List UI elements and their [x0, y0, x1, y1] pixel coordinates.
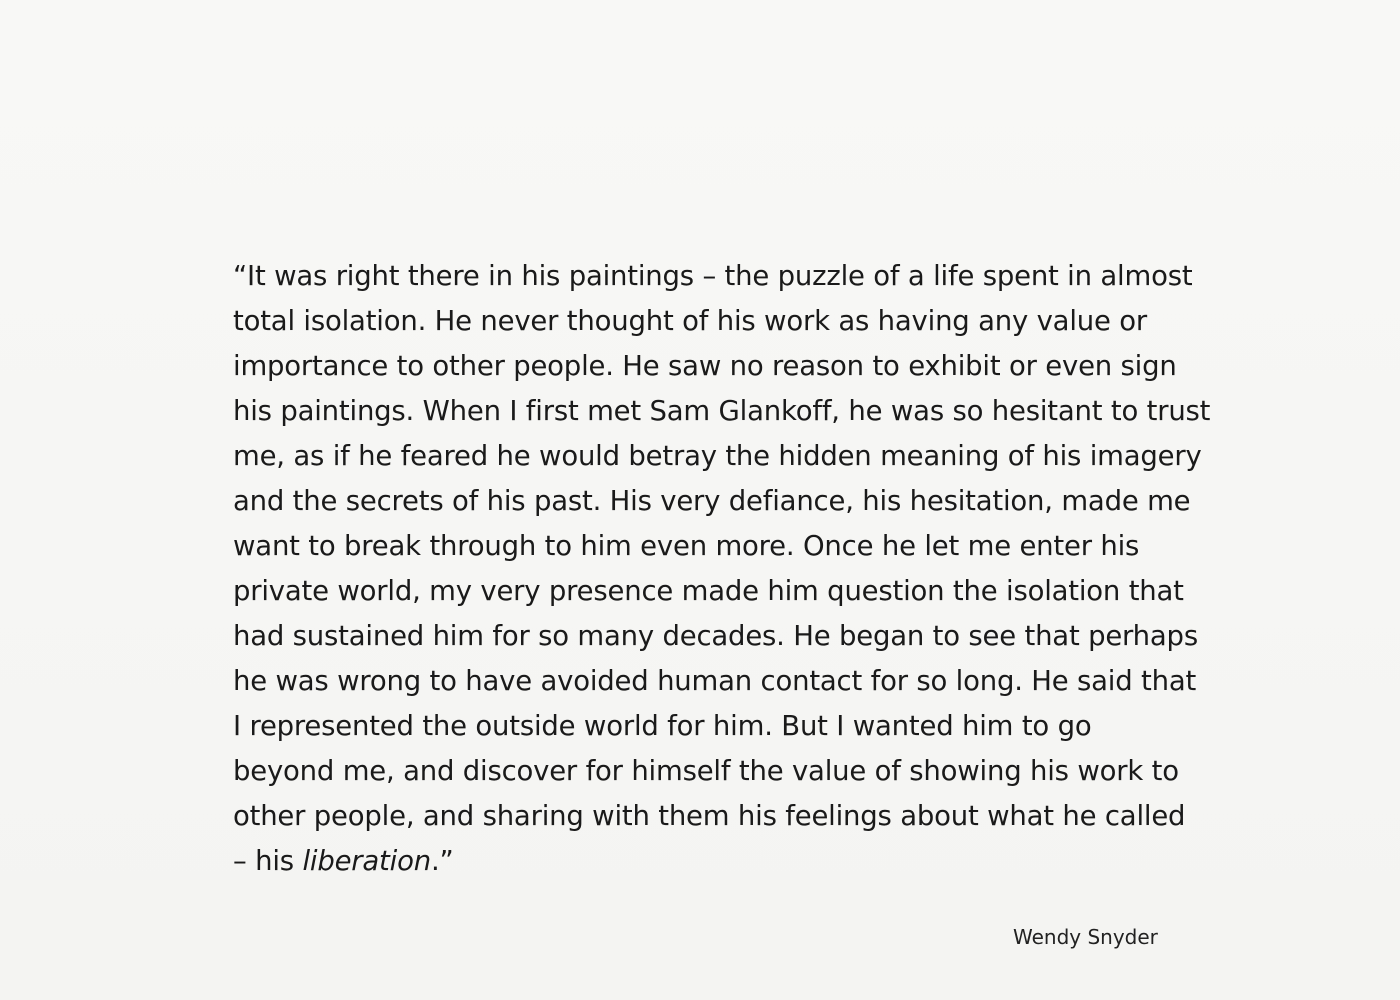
quote-line: private world, my very presence made him question the isolation that [233, 575, 1184, 607]
quote-line: “It was right there in his paintings – the puzzle of a life spent in almost [233, 260, 1193, 292]
quote-line: importance to other people. He saw no reason to exhibit or even sign [233, 350, 1177, 382]
quote-line: total isolation. He never thought of his work as having any value or [233, 305, 1147, 337]
quote-line: he was wrong to have avoided human contact for so long. He said that [233, 665, 1197, 697]
quote-block [233, 254, 1233, 884]
quote-last-line [233, 839, 1233, 884]
quote-line: beyond me, and discover for himself the value of showing his work to [233, 755, 1179, 787]
quote-line: I represented the outside world for him. But I wanted him to go [233, 710, 1092, 742]
quote-last-line-suffix: .” [430, 845, 454, 877]
quote-line: had sustained him for so many decades. He began to see that perhaps [233, 620, 1198, 652]
quote-emphasis: liberation [302, 845, 431, 877]
quote-line: me, as if he feared he would betray the hidden meaning of his imagery [233, 440, 1202, 472]
quote-line: want to break through to him even more. Once he let me enter his [233, 530, 1140, 562]
quote-line: other people, and sharing with them his feelings about what he called [233, 800, 1186, 832]
quote-last-line-prefix: – his [233, 845, 303, 877]
attribution: Wendy Snyder [1013, 925, 1158, 949]
quote-line: his paintings. When I first met Sam Glankoff, he was so hesitant to trust [233, 395, 1211, 427]
quote-line: and the secrets of his past. His very defiance, his hesitation, made me [233, 485, 1191, 517]
